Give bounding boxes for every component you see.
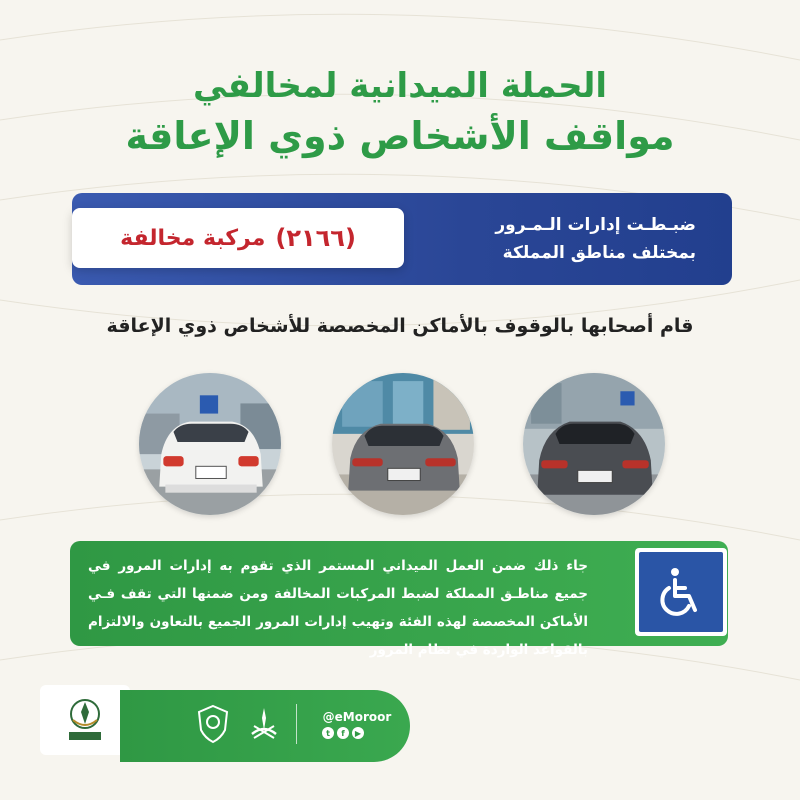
- gray-car-rear-photo: [523, 373, 665, 515]
- wheelchair-sign: [635, 548, 727, 636]
- violations-count-pill: [72, 208, 404, 268]
- traffic-department-logo-box: [40, 685, 130, 755]
- facebook-icon[interactable]: f: [337, 727, 349, 739]
- subtitle: قام أصحابها بالوقوف بالأماكن المخصصة للأشخاص ذوي الإعاقة: [106, 315, 694, 337]
- violations-count: (٢١٦٦): [275, 224, 356, 252]
- wheelchair-icon: [653, 564, 709, 620]
- footer-divider: [296, 704, 297, 744]
- stat-banner-line-2: بمختلف مناطق المملكة: [502, 243, 696, 263]
- social-handle[interactable]: @eMoroor: [322, 710, 392, 724]
- youtube-icon[interactable]: ▶: [352, 727, 364, 739]
- violations-label: مركبة مخالفة: [120, 225, 266, 251]
- info-text: جاء ذلك ضمن العمل الميداني المستمر الذي تقوم به إدارات المرور في جميع مناطـق المملكة لضبط المركبات المخالفة ومن ضمنها التي تقف فـي الأماكن المخصصة لهذه الفئة وتهيب إدارات المرور الجميع بالتعاون والالتزام بالقواعد الواردة في نظام المرور: [88, 558, 588, 658]
- social-icons: [322, 727, 364, 739]
- page-title-line-2: مواقف الأشخاص ذوي الإعاقة: [125, 114, 675, 158]
- silver-car-rear-photo: [332, 373, 474, 515]
- traffic-shield-icon: [196, 704, 230, 744]
- stat-banner-text: [495, 211, 696, 267]
- stat-banner-line-1: ضبـطـت إدارات الـمـرور: [495, 215, 696, 235]
- white-car-rear-photo: [139, 373, 281, 515]
- saudi-emblem-icon: [246, 704, 282, 744]
- traffic-department-logo: [55, 690, 115, 750]
- twitter-icon[interactable]: t: [322, 727, 334, 739]
- page-title-line-1: الحملة الميدانية لمخالفي: [192, 66, 607, 106]
